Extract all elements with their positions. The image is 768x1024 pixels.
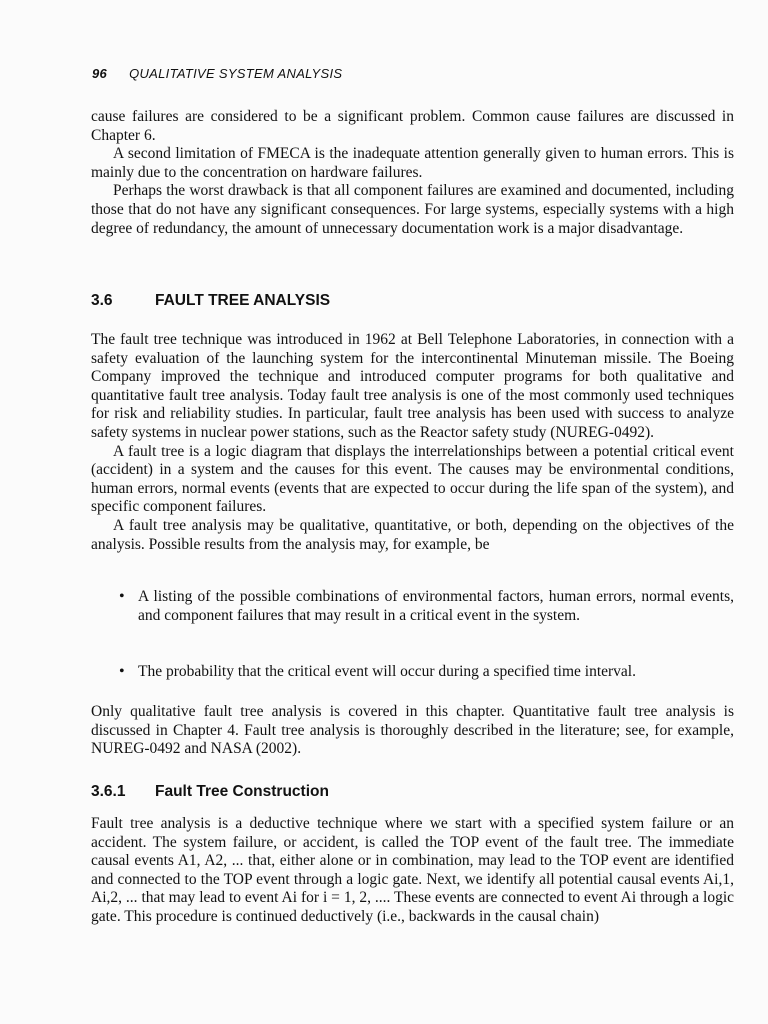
subsection-title: Fault Tree Construction [155, 783, 329, 800]
paragraph: Only qualitative fault tree analysis is covered in this chapter. Quantitative fault tree analysis is discussed in Chapter 4. Fault tree analysis is thoroughly described in the literature; see, for example, NUREG-0492 and NASA (2002). [91, 703, 734, 758]
section-number: 3.6 [91, 292, 113, 309]
paragraph: cause failures are considered to be a significant problem. Common cause failures are discussed in Chapter 6. [91, 108, 734, 144]
opening-text [91, 108, 734, 238]
results-list [91, 588, 734, 625]
page-number: 96 [92, 66, 108, 81]
running-title: QUALITATIVE SYSTEM ANALYSIS [129, 66, 343, 81]
paragraph: The fault tree technique was introduced in 1962 at Bell Telephone Laboratories, in connection with a safety evaluation of the launching system for the intercontinental Minuteman missile. The Boeing Company improved the technique and introduced computer programs for both qualitative and quantitative fault tree analysis. Today fault tree analysis is one of the most commonly used techniques for risk and reliability studies. In particular, fault tree analysis has been used with success to analyze safety systems in nuclear power stations, such as the Reactor safety study (NUREG-0492). [91, 331, 734, 441]
subsection-heading [91, 783, 329, 801]
list-item: • The probability that the critical event will occur during a specified time interval. [91, 663, 734, 682]
paragraph: A fault tree analysis may be qualitative, quantitative, or both, depending on the objectives of the analysis. Possible results from the analysis may, for example, be [91, 516, 734, 553]
paragraph: A fault tree is a logic diagram that displays the interrelationships between a potential critical event (accident) in a system and the causes for this event. The causes may be environmental conditions, human errors, normal events (events that are expected to occur during the life span of the system), and specific component failures. [91, 442, 734, 516]
subsection-body [91, 815, 734, 927]
closing-text [91, 703, 734, 759]
section-body [91, 331, 734, 554]
list-item: • A listing of the possible combinations of environmental factors, human errors, normal events, and component failures that may result in a critical event in the system. [91, 588, 734, 625]
section-heading [91, 292, 330, 310]
paragraph: A second limitation of FMECA is the inadequate attention generally given to human errors. This is mainly due to the concentration on hardware failures. [91, 145, 734, 181]
subsection-number: 3.6.1 [91, 783, 126, 800]
paragraph: Fault tree analysis is a deductive technique where we start with a specified system failure or an accident. The system failure, or accident, is called the TOP event of the fault tree. The immediate causal events A1, A2, ... that, either alone or in combination, may lead to the TOP event are identified and connected to the TOP event through a logic gate. Next, we identify all potential causal events Ai,1, Ai,2, ... that may lead to event Ai for i = 1, 2, .... These events are connected to event Ai through a logic gate. This procedure is continued deductively (i.e., backwards in the causal chain) [91, 815, 734, 925]
running-header [92, 66, 342, 81]
section-title: FAULT TREE ANALYSIS [155, 292, 331, 309]
paragraph: Perhaps the worst drawback is that all component failures are examined and documented, including those that do not have any significant consequences. For large systems, especially systems with a high degree of redundancy, the amount of unnecessary documentation work is a major disadvantage. [91, 182, 734, 237]
results-list-continued [91, 663, 734, 682]
